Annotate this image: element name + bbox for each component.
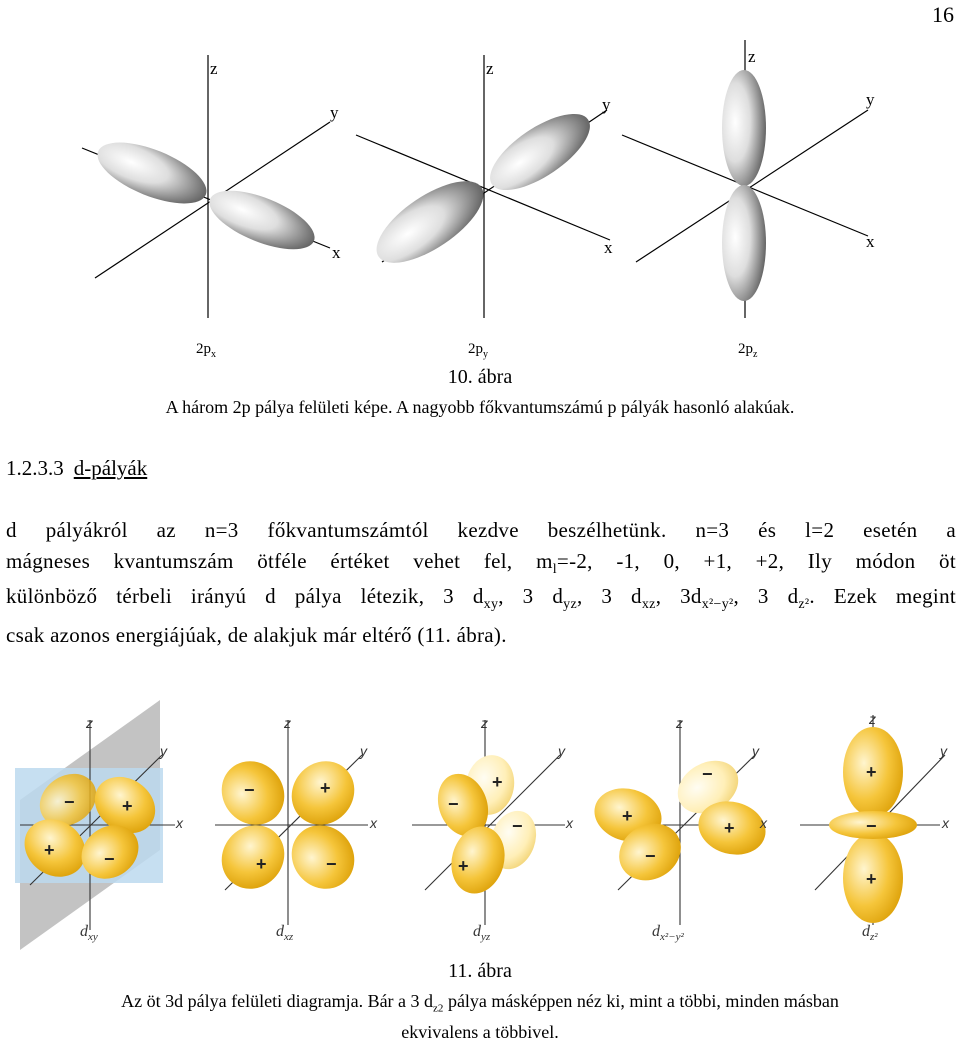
y-axis-label: y bbox=[330, 103, 339, 122]
orbital-dxz bbox=[209, 715, 378, 943]
orbital-2pz bbox=[622, 40, 875, 360]
orbital-label-dx2-y2: $d_{x^2-y^2}$ bbox=[652, 923, 684, 943]
plus-sign: + bbox=[256, 854, 267, 874]
x-axis-label: x bbox=[370, 815, 377, 831]
z-axis-label: z bbox=[481, 715, 488, 731]
z-axis-label: z bbox=[486, 59, 494, 78]
plus-sign: + bbox=[866, 869, 877, 889]
orbital-2py bbox=[356, 55, 613, 360]
minus-sign: − bbox=[512, 816, 523, 836]
paragraph-line: d pályákról az n=3 főkvantumszámtól kezdve beszélhetünk. n=3 és l=2 esetén a bbox=[6, 518, 956, 542]
plus-sign: + bbox=[458, 856, 469, 876]
figure-11-title: 11. ábra bbox=[448, 960, 512, 982]
x-axis-label: x bbox=[604, 238, 613, 257]
p-orbital-figure bbox=[0, 0, 960, 365]
orbital-label-2py: $2p_y$ bbox=[468, 341, 488, 360]
orbital-label-dz2: $d_{z^2}$ bbox=[862, 923, 878, 943]
z-axis-label: z bbox=[869, 711, 876, 727]
x-axis-label: x bbox=[176, 815, 183, 831]
body-paragraph bbox=[6, 518, 956, 648]
d-orbital-figure bbox=[0, 700, 960, 955]
z-axis-label: z bbox=[748, 47, 756, 66]
paragraph-line: mágneses kvantumszám ötféle értéket vehet fel, $m_l=-2$, -1, 0, +1, +2, Ily módon öt bbox=[6, 549, 956, 578]
y-axis-label: y bbox=[602, 95, 611, 114]
orbital-dyz bbox=[412, 715, 574, 943]
section-heading bbox=[6, 456, 147, 481]
orbital-label-dyz: $d_{yz}$ bbox=[473, 923, 491, 943]
x-axis-label: x bbox=[866, 232, 875, 251]
orbital-label-2px: $2p_x$ bbox=[196, 341, 216, 360]
orbital-dxy bbox=[13, 700, 184, 950]
y-axis-label: y bbox=[940, 743, 947, 759]
plus-sign: + bbox=[724, 818, 735, 838]
minus-sign: − bbox=[64, 792, 75, 812]
plus-sign: + bbox=[492, 772, 503, 792]
z-axis-label: z bbox=[210, 59, 218, 78]
y-axis-label: y bbox=[160, 743, 167, 759]
plus-sign: + bbox=[44, 840, 55, 860]
y-axis-label: y bbox=[558, 743, 565, 759]
y-axis-label: y bbox=[752, 743, 759, 759]
figure-10-caption: A három 2p pálya felületi képe. A nagyobb főkvantumszámú p pályák hasonló alakúak. bbox=[165, 397, 795, 417]
figure-11-caption: Az öt 3d pálya felületi diagramja. Bár a 3 $d_{z2}$ pálya másképpen néz ki, mint a többi, minden másban bbox=[121, 991, 839, 1015]
x-axis-label: x bbox=[942, 815, 949, 831]
section-title: d-pályák bbox=[73, 456, 148, 480]
paragraph-line: csak azonos energiájúak, de alakjuk már eltérő (11. ábra). bbox=[6, 623, 507, 648]
x-axis-label: x bbox=[332, 243, 341, 262]
plus-sign: + bbox=[866, 762, 877, 782]
minus-sign: − bbox=[244, 780, 255, 800]
orbital-dx2-y2 bbox=[588, 715, 771, 943]
section-number: 1.2.3.3 bbox=[6, 456, 64, 480]
minus-sign: − bbox=[448, 794, 459, 814]
z-axis-label: z bbox=[676, 715, 683, 731]
figure-11-caption-line2: ekvivalens a többivel. bbox=[401, 1022, 559, 1042]
plus-sign: + bbox=[622, 806, 633, 826]
minus-sign: − bbox=[645, 846, 656, 866]
orbital-label-2pz: $2p_z$ bbox=[738, 341, 758, 360]
x-axis-label: x bbox=[566, 815, 573, 831]
paragraph-line: különböző térbeli irányú d pálya létezik, 3 $d_{xy}$, 3 $d_{yz}$, 3 $d_{xz}$, $3d_{x^2-y^2}$, 3 $d_{z^2}$. Ezek megint bbox=[6, 584, 957, 613]
z-axis-label: z bbox=[86, 715, 93, 731]
minus-sign: − bbox=[104, 849, 115, 869]
minus-sign: − bbox=[326, 854, 337, 874]
orbital-dz2 bbox=[800, 711, 950, 943]
plus-sign: + bbox=[122, 796, 133, 816]
y-axis-label: y bbox=[866, 90, 875, 109]
minus-sign: − bbox=[866, 816, 877, 836]
orbital-label-dxy: $d_{xy}$ bbox=[80, 923, 98, 943]
x-axis-label: x bbox=[760, 815, 767, 831]
y-axis-label: y bbox=[360, 743, 367, 759]
orbital-label-dxz: $d_{xz}$ bbox=[276, 923, 294, 943]
orbital-2px bbox=[82, 55, 341, 360]
minus-sign: − bbox=[702, 764, 713, 784]
z-axis-label: z bbox=[284, 715, 291, 731]
plus-sign: + bbox=[320, 778, 331, 798]
page-number: 16 bbox=[932, 2, 954, 27]
figure-10-title: 10. ábra bbox=[447, 366, 513, 388]
